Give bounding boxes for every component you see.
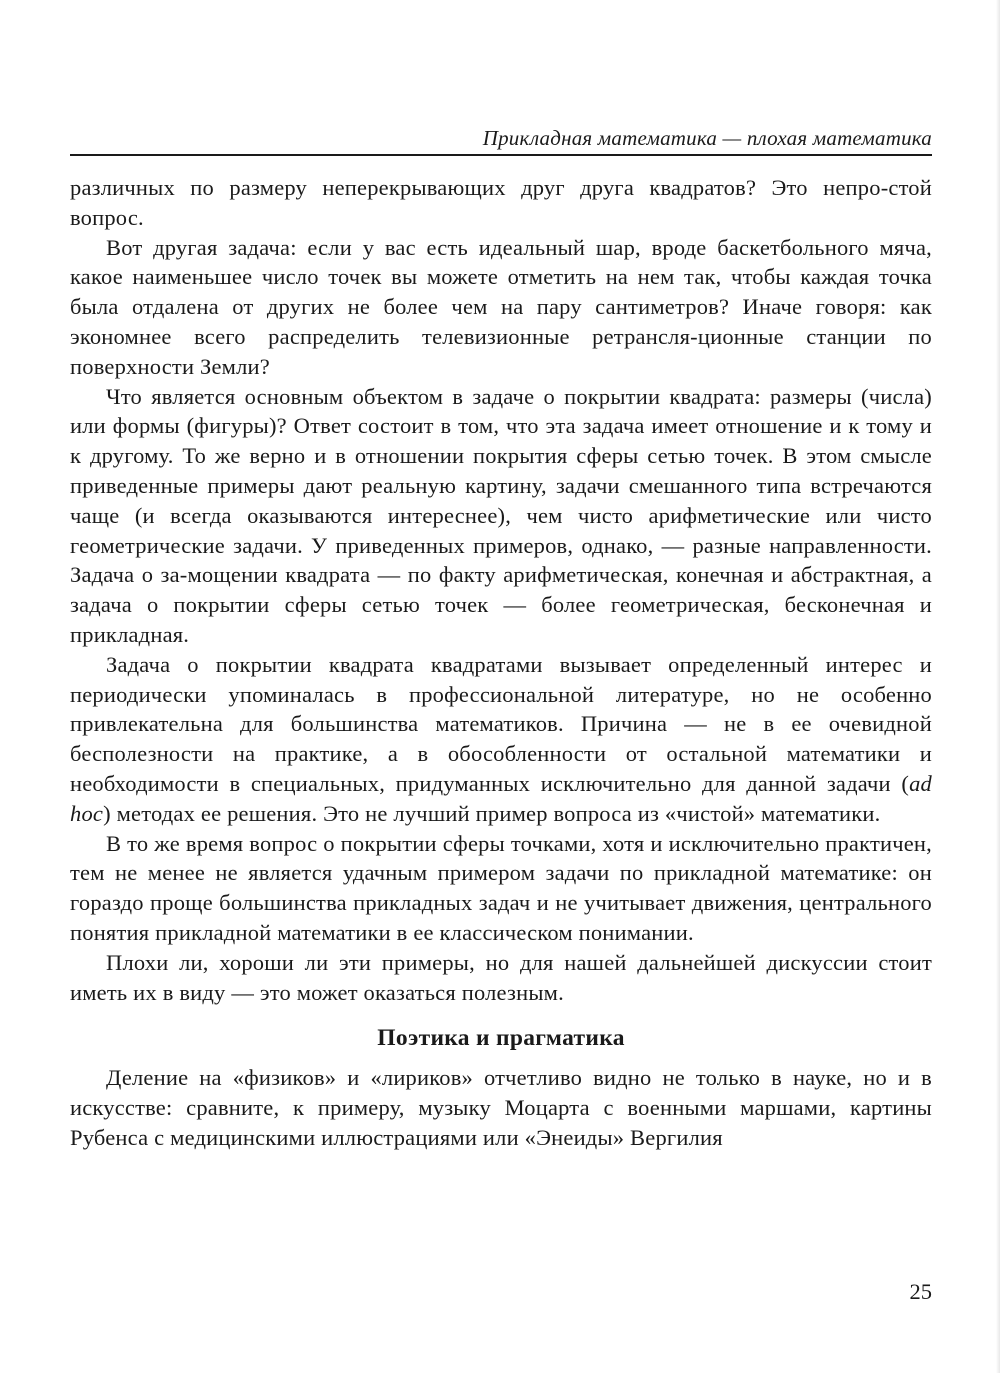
running-head-title: Прикладная математика — плохая математика <box>482 126 932 150</box>
paragraph-continuation: различных по размеру неперекрывающих друг друга квадратов? Это непро-стой вопрос. <box>70 175 932 230</box>
italic-term: ad hoc <box>70 770 932 826</box>
page-edge-shadow <box>996 0 1000 1373</box>
section-paragraph: Деление на «физиков» и «лириков» отчетливо видно не только в науке, но и в искусстве: сравните, к примеру, музыку Моцарта с военными маршами, картины Рубенса с медицинскими иллюстрациями или «Энеиды» Вергилия <box>70 1065 932 1150</box>
main-text <box>70 173 932 1153</box>
text-span: Задача о покрытии квадрата квадратами вызывает определенный интерес и периодически упоминалась в профессиональной литературе, но не особенно привлекательна для большинства математиков. Причина — не в ее очевидной бесполезности на практике, а в обособленности от остальной математики и необходимости в специальных, придуманных исключительно для данной задачи ( <box>70 651 932 796</box>
book-page <box>70 0 932 1373</box>
paragraph: Плохи ли, хороши ли эти примеры, но для нашей дальнейшей дискуссии стоит иметь их в виду — это может оказаться полезным. <box>70 949 932 1005</box>
paragraph: Что является основным объектом в задаче о покрытии квадрата: размеры (числа) или формы (фигуры)? Ответ состоит в том, что эта задача имеет отношение и к тому и к другому. То же верно и в отношении покрытия сферы сетью точек. В этом смысле приведенные примеры дают реальную картину, задачи смешанного типа встречаются чаще (и всегда оказываются интереснее), чем чисто арифметические или чисто геометрические задачи. У приведенных примеров, однако, — разные направленности. Задача о за-мощении квадрата — по факту арифметическая, конечная и абстрактная, а задача о покрытии сферы сетью точек — более геометрическая, бесконечная и прикладная. <box>70 383 932 647</box>
paragraph-ad-hoc <box>70 650 932 829</box>
text-span: ) методах ее решения. Это не лучший пример вопроса из «чистой» математики. <box>103 800 881 826</box>
paragraph: В то же время вопрос о покрытии сферы точками, хотя и исключительно практичен, тем не менее не является удачным примером задачи по прикладной математике: он гораздо проще большинства прикладных задач и не учитывает движения, центрального понятия прикладной математики в ее классическом понимании. <box>70 830 932 945</box>
header-rule <box>70 154 932 156</box>
section-heading: Поэтика и прагматика <box>377 1025 625 1052</box>
paragraph: Вот другая задача: если у вас есть идеальный шар, вроде баскетбольного мяча, какое наименьшее число точек вы можете отметить на нем так, чтобы каждая точка была отдалена от других не более чем на пару сантиметров? Иначе говоря: как экономнее всего распределить телевизионные ретрансля-ционные станции по поверхности Земли? <box>70 234 932 379</box>
page-number: 25 <box>909 1279 932 1304</box>
